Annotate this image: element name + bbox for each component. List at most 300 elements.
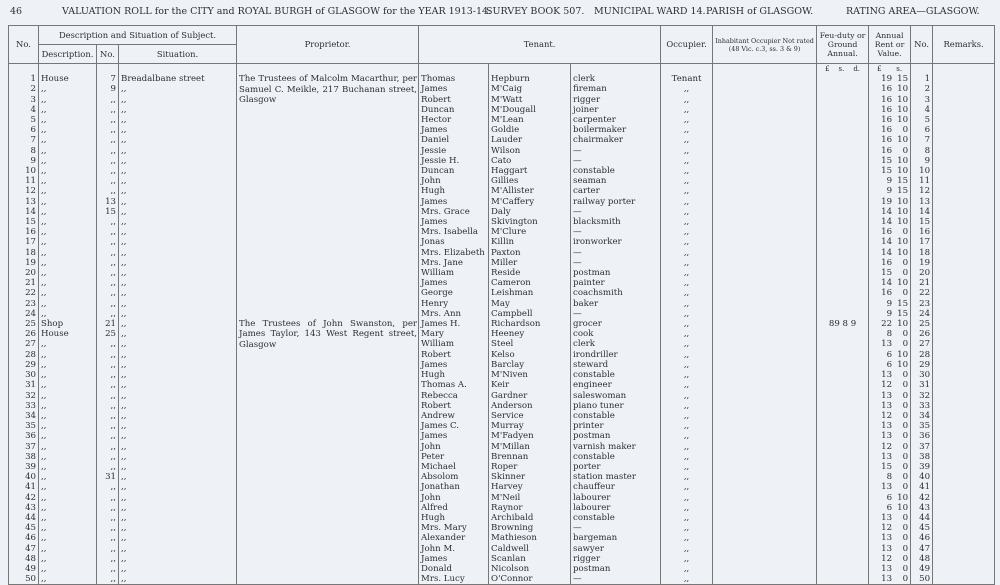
row-inhabitant bbox=[713, 105, 817, 115]
rent-pounds: 16 bbox=[881, 227, 893, 238]
row-street-no: 9 bbox=[97, 84, 119, 94]
row-description: ,, bbox=[39, 207, 97, 217]
row-tenant-surname: M'Niven bbox=[489, 370, 571, 380]
row-tenant-surname: Paxton bbox=[489, 248, 571, 258]
row-proprietor bbox=[237, 554, 419, 564]
row-no-right: 4 bbox=[911, 105, 933, 115]
row-tenant-first: Mary bbox=[419, 329, 489, 339]
table-row bbox=[9, 493, 995, 503]
row-tenant-surname: M'Dougall bbox=[489, 105, 571, 115]
row-street-no: ,, bbox=[97, 125, 119, 135]
row-situation: ,, bbox=[119, 452, 237, 462]
row-occupier: ,, bbox=[661, 166, 713, 176]
row-rent bbox=[869, 391, 911, 401]
row-occupier: ,, bbox=[661, 380, 713, 390]
row-proprietor bbox=[237, 472, 419, 482]
row-description: ,, bbox=[39, 391, 97, 401]
row-remarks bbox=[933, 105, 995, 115]
row-situation: ,, bbox=[119, 197, 237, 207]
row-no: 3 bbox=[9, 95, 39, 105]
row-occupier: ,, bbox=[661, 115, 713, 125]
page-number: 46 bbox=[10, 6, 23, 17]
row-tenant-occupation: saleswoman bbox=[571, 391, 661, 401]
rent-shillings: 0 bbox=[902, 574, 909, 585]
row-occupier: ,, bbox=[661, 503, 713, 513]
row-tenant-first: Henry bbox=[419, 299, 489, 309]
row-situation: ,, bbox=[119, 248, 237, 258]
row-situation: ,, bbox=[119, 574, 237, 585]
rent-shillings: 15 bbox=[897, 74, 909, 85]
row-tenant-surname: Harvey bbox=[489, 482, 571, 492]
row-remarks bbox=[933, 146, 995, 156]
row-tenant-surname: M'Caig bbox=[489, 84, 571, 94]
col-feu-duty: Feu-duty or Ground Annual. bbox=[817, 26, 869, 64]
row-situation: ,, bbox=[119, 360, 237, 370]
row-situation: ,, bbox=[119, 564, 237, 574]
row-tenant-surname: Mathieson bbox=[489, 533, 571, 543]
row-tenant-first: William bbox=[419, 268, 489, 278]
rent-shillings: 0 bbox=[902, 472, 909, 483]
row-proprietor bbox=[237, 288, 419, 298]
row-description: ,, bbox=[39, 401, 97, 411]
row-feu-duty bbox=[817, 197, 869, 207]
row-tenant-surname: May bbox=[489, 299, 571, 309]
row-no-right: 3 bbox=[911, 95, 933, 105]
row-feu-duty bbox=[817, 380, 869, 390]
rent-shillings: 0 bbox=[902, 145, 909, 156]
row-feu-duty bbox=[817, 74, 869, 84]
row-no-right: 22 bbox=[911, 288, 933, 298]
row-tenant-occupation: constable bbox=[571, 411, 661, 421]
row-description: ,, bbox=[39, 237, 97, 247]
row-inhabitant bbox=[713, 288, 817, 298]
row-street-no: 25 bbox=[97, 329, 119, 339]
row-occupier: ,, bbox=[661, 370, 713, 380]
row-proprietor bbox=[237, 421, 419, 431]
row-description: ,, bbox=[39, 472, 97, 482]
row-tenant-surname: Skivington bbox=[489, 217, 571, 227]
row-description: ,, bbox=[39, 350, 97, 360]
row-rent bbox=[869, 544, 911, 554]
row-tenant-surname: Caldwell bbox=[489, 544, 571, 554]
row-no-right: 23 bbox=[911, 299, 933, 309]
table-row bbox=[9, 442, 995, 452]
row-tenant-occupation: constable bbox=[571, 166, 661, 176]
row-no: 40 bbox=[9, 472, 39, 482]
row-rent bbox=[869, 329, 911, 339]
row-street-no: ,, bbox=[97, 258, 119, 268]
row-tenant-surname: Anderson bbox=[489, 401, 571, 411]
row-remarks bbox=[933, 421, 995, 431]
row-situation: ,, bbox=[119, 288, 237, 298]
row-tenant-occupation: varnish maker bbox=[571, 442, 661, 452]
row-occupier: ,, bbox=[661, 472, 713, 482]
row-feu-duty bbox=[817, 146, 869, 156]
row-feu-duty bbox=[817, 237, 869, 247]
row-street-no: ,, bbox=[97, 248, 119, 258]
row-street-no: ,, bbox=[97, 411, 119, 421]
rent-pounds: 13 bbox=[881, 563, 893, 574]
rent-pounds: 19 bbox=[881, 196, 893, 207]
row-occupier: ,, bbox=[661, 442, 713, 452]
rent-pounds: 13 bbox=[881, 421, 893, 432]
rent-shillings: 10 bbox=[897, 278, 909, 289]
row-tenant-occupation: chairmaker bbox=[571, 135, 661, 145]
row-tenant-surname: Skinner bbox=[489, 472, 571, 482]
table-row bbox=[9, 248, 995, 258]
row-situation: ,, bbox=[119, 309, 237, 319]
row-tenant-surname: M'Caffery bbox=[489, 197, 571, 207]
rent-pounds: 13 bbox=[881, 543, 893, 554]
row-remarks bbox=[933, 462, 995, 472]
row-description: ,, bbox=[39, 513, 97, 523]
rent-shillings: 10 bbox=[897, 492, 909, 503]
row-no-right: 16 bbox=[911, 227, 933, 237]
rent-pounds: 13 bbox=[881, 533, 893, 544]
col-situation: Situation. bbox=[119, 45, 237, 64]
row-feu-duty bbox=[817, 135, 869, 145]
table-row bbox=[9, 95, 995, 105]
row-tenant-surname: Reside bbox=[489, 268, 571, 278]
row-street-no: ,, bbox=[97, 482, 119, 492]
row-no: 20 bbox=[9, 268, 39, 278]
col-proprietor: Proprietor. bbox=[237, 26, 419, 64]
row-inhabitant bbox=[713, 421, 817, 431]
row-situation: ,, bbox=[119, 493, 237, 503]
row-remarks bbox=[933, 350, 995, 360]
row-no-right: 37 bbox=[911, 442, 933, 452]
table-row bbox=[9, 452, 995, 462]
row-remarks bbox=[933, 574, 995, 585]
row-remarks bbox=[933, 84, 995, 94]
row-no-right: 30 bbox=[911, 370, 933, 380]
rent-shillings: 15 bbox=[897, 176, 909, 187]
table-row bbox=[9, 411, 995, 421]
row-remarks bbox=[933, 370, 995, 380]
row-tenant-surname: M'Clure bbox=[489, 227, 571, 237]
row-tenant-first: James bbox=[419, 217, 489, 227]
row-description: ,, bbox=[39, 95, 97, 105]
row-proprietor bbox=[237, 431, 419, 441]
rent-shillings: 0 bbox=[902, 339, 909, 350]
rent-shillings: 0 bbox=[902, 410, 909, 421]
row-inhabitant bbox=[713, 462, 817, 472]
row-description: ,, bbox=[39, 370, 97, 380]
row-rent bbox=[869, 574, 911, 585]
row-street-no: ,, bbox=[97, 380, 119, 390]
row-no-right: 48 bbox=[911, 554, 933, 564]
row-proprietor bbox=[237, 156, 419, 166]
row-occupier: ,, bbox=[661, 533, 713, 543]
row-situation: ,, bbox=[119, 319, 237, 329]
row-no: 9 bbox=[9, 156, 39, 166]
row-description: ,, bbox=[39, 288, 97, 298]
row-remarks bbox=[933, 339, 995, 349]
row-rent bbox=[869, 135, 911, 145]
row-inhabitant bbox=[713, 278, 817, 288]
row-proprietor bbox=[237, 207, 419, 217]
row-inhabitant bbox=[713, 339, 817, 349]
row-proprietor bbox=[237, 227, 419, 237]
row-street-no: ,, bbox=[97, 564, 119, 574]
rent-pounds: 13 bbox=[881, 339, 893, 350]
row-tenant-surname: Brennan bbox=[489, 452, 571, 462]
row-remarks bbox=[933, 74, 995, 84]
row-feu-duty bbox=[817, 309, 869, 319]
rent-pounds: 13 bbox=[881, 512, 893, 523]
rent-pounds: 12 bbox=[881, 441, 893, 452]
row-tenant-first: Donald bbox=[419, 564, 489, 574]
col-remarks: Remarks. bbox=[933, 26, 995, 64]
row-feu-duty bbox=[817, 401, 869, 411]
row-occupier: ,, bbox=[661, 329, 713, 339]
row-remarks bbox=[933, 319, 995, 329]
row-no-right: 34 bbox=[911, 411, 933, 421]
row-tenant-surname: Scanlan bbox=[489, 554, 571, 564]
row-situation: ,, bbox=[119, 401, 237, 411]
row-description: ,, bbox=[39, 146, 97, 156]
row-remarks bbox=[933, 452, 995, 462]
row-no-right: 5 bbox=[911, 115, 933, 125]
row-tenant-first: Jessie H. bbox=[419, 156, 489, 166]
row-occupier: ,, bbox=[661, 135, 713, 145]
row-situation: ,, bbox=[119, 544, 237, 554]
row-proprietor bbox=[237, 462, 419, 472]
table-row bbox=[9, 135, 995, 145]
rent-shillings: 10 bbox=[897, 502, 909, 513]
row-no: 8 bbox=[9, 146, 39, 156]
row-tenant-occupation: baker bbox=[571, 299, 661, 309]
row-situation: ,, bbox=[119, 186, 237, 196]
rent-pounds: 13 bbox=[881, 431, 893, 442]
row-tenant-surname: Roper bbox=[489, 462, 571, 472]
row-feu-duty bbox=[817, 554, 869, 564]
row-street-no: ,, bbox=[97, 309, 119, 319]
row-proprietor bbox=[237, 544, 419, 554]
row-tenant-surname: M'Lean bbox=[489, 115, 571, 125]
row-inhabitant bbox=[713, 452, 817, 462]
row-description: ,, bbox=[39, 564, 97, 574]
row-description: ,, bbox=[39, 339, 97, 349]
row-rent bbox=[869, 288, 911, 298]
row-inhabitant bbox=[713, 135, 817, 145]
row-remarks bbox=[933, 503, 995, 513]
row-proprietor bbox=[237, 115, 419, 125]
row-remarks bbox=[933, 176, 995, 186]
row-occupier: ,, bbox=[661, 84, 713, 94]
row-inhabitant bbox=[713, 207, 817, 217]
rent-pounds: 8 bbox=[886, 472, 893, 483]
row-description: ,, bbox=[39, 442, 97, 452]
row-proprietor bbox=[237, 217, 419, 227]
row-tenant-surname: Gillies bbox=[489, 176, 571, 186]
rent-shillings: 10 bbox=[897, 115, 909, 126]
row-remarks bbox=[933, 186, 995, 196]
row-rent bbox=[869, 115, 911, 125]
row-tenant-first: James bbox=[419, 197, 489, 207]
row-street-no: ,, bbox=[97, 462, 119, 472]
row-proprietor bbox=[237, 360, 419, 370]
rent-shillings: 10 bbox=[897, 247, 909, 258]
row-tenant-first: Mrs. Isabella bbox=[419, 227, 489, 237]
row-rent bbox=[869, 411, 911, 421]
row-tenant-first: Mrs. Elizabeth bbox=[419, 248, 489, 258]
table-row bbox=[9, 329, 995, 339]
row-occupier: ,, bbox=[661, 95, 713, 105]
row-remarks bbox=[933, 544, 995, 554]
row-description: ,, bbox=[39, 197, 97, 207]
row-description: ,, bbox=[39, 84, 97, 94]
row-rent bbox=[869, 258, 911, 268]
row-proprietor bbox=[237, 299, 419, 309]
table-row bbox=[9, 350, 995, 360]
row-tenant-occupation: piano tuner bbox=[571, 401, 661, 411]
row-inhabitant bbox=[713, 95, 817, 105]
row-no: 28 bbox=[9, 350, 39, 360]
row-situation: ,, bbox=[119, 237, 237, 247]
row-tenant-first: Daniel bbox=[419, 135, 489, 145]
row-situation: Breadalbane street bbox=[119, 74, 237, 84]
row-occupier: ,, bbox=[661, 268, 713, 278]
row-feu-duty bbox=[817, 411, 869, 421]
row-tenant-surname: M'Millan bbox=[489, 442, 571, 452]
table-row bbox=[9, 339, 995, 349]
row-street-no: ,, bbox=[97, 493, 119, 503]
row-street-no: ,, bbox=[97, 135, 119, 145]
row-inhabitant bbox=[713, 472, 817, 482]
table-row bbox=[9, 482, 995, 492]
row-no-right: 8 bbox=[911, 146, 933, 156]
row-no-right: 19 bbox=[911, 258, 933, 268]
row-remarks bbox=[933, 431, 995, 441]
row-tenant-first: Peter bbox=[419, 452, 489, 462]
row-no-right: 49 bbox=[911, 564, 933, 574]
row-situation: ,, bbox=[119, 350, 237, 360]
row-situation: ,, bbox=[119, 299, 237, 309]
row-no-right: 15 bbox=[911, 217, 933, 227]
rent-shillings: 0 bbox=[902, 441, 909, 452]
row-tenant-occupation: joiner bbox=[571, 105, 661, 115]
row-inhabitant bbox=[713, 554, 817, 564]
row-street-no: ,, bbox=[97, 442, 119, 452]
row-inhabitant bbox=[713, 574, 817, 585]
row-tenant-occupation: carpenter bbox=[571, 115, 661, 125]
row-occupier: ,, bbox=[661, 156, 713, 166]
row-description: ,, bbox=[39, 176, 97, 186]
row-description: ,, bbox=[39, 421, 97, 431]
rent-pounds: 6 bbox=[886, 502, 893, 513]
row-tenant-occupation: — bbox=[571, 248, 661, 258]
row-description: ,, bbox=[39, 452, 97, 462]
row-situation: ,, bbox=[119, 391, 237, 401]
row-street-no: ,, bbox=[97, 115, 119, 125]
row-no-right: 35 bbox=[911, 421, 933, 431]
row-proprietor bbox=[237, 503, 419, 513]
row-situation: ,, bbox=[119, 431, 237, 441]
row-inhabitant bbox=[713, 248, 817, 258]
row-feu-duty bbox=[817, 329, 869, 339]
row-remarks bbox=[933, 564, 995, 574]
rent-shillings: 10 bbox=[897, 217, 909, 228]
row-tenant-surname: Killin bbox=[489, 237, 571, 247]
row-tenant-occupation: — bbox=[571, 156, 661, 166]
municipal-ward: MUNICIPAL WARD 14. bbox=[594, 6, 706, 17]
row-tenant-occupation: sawyer bbox=[571, 544, 661, 554]
row-tenant-occupation: constable bbox=[571, 452, 661, 462]
rent-pounds: 15 bbox=[881, 155, 893, 166]
rent-pounds: 13 bbox=[881, 574, 893, 585]
row-rent bbox=[869, 360, 911, 370]
row-feu-duty bbox=[817, 95, 869, 105]
row-remarks bbox=[933, 380, 995, 390]
row-remarks bbox=[933, 237, 995, 247]
row-no: 43 bbox=[9, 503, 39, 513]
row-rent bbox=[869, 452, 911, 462]
row-description: ,, bbox=[39, 360, 97, 370]
row-feu-duty bbox=[817, 125, 869, 135]
row-description: ,, bbox=[39, 523, 97, 533]
row-street-no: ,, bbox=[97, 452, 119, 462]
row-no: 2 bbox=[9, 84, 39, 94]
row-rent bbox=[869, 299, 911, 309]
row-remarks bbox=[933, 227, 995, 237]
row-remarks bbox=[933, 95, 995, 105]
row-situation: ,, bbox=[119, 278, 237, 288]
row-proprietor bbox=[237, 401, 419, 411]
row-rent bbox=[869, 370, 911, 380]
row-situation: ,, bbox=[119, 227, 237, 237]
rent-pounds: 9 bbox=[886, 308, 893, 319]
row-description: Shop bbox=[39, 319, 97, 329]
row-occupier: Tenant bbox=[661, 74, 713, 84]
rent-lsd: £ s. bbox=[877, 65, 903, 73]
row-rent bbox=[869, 74, 911, 84]
row-no: 37 bbox=[9, 442, 39, 452]
row-situation: ,, bbox=[119, 339, 237, 349]
table-row bbox=[9, 115, 995, 125]
row-description: ,, bbox=[39, 299, 97, 309]
row-tenant-occupation: rigger bbox=[571, 95, 661, 105]
row-tenant-surname: Barclay bbox=[489, 360, 571, 370]
row-tenant-first: James bbox=[419, 84, 489, 94]
row-proprietor bbox=[237, 146, 419, 156]
row-remarks bbox=[933, 207, 995, 217]
row-no: 10 bbox=[9, 166, 39, 176]
row-no: 44 bbox=[9, 513, 39, 523]
rent-pounds: 16 bbox=[881, 115, 893, 126]
row-tenant-first: Absolom bbox=[419, 472, 489, 482]
row-rent bbox=[869, 268, 911, 278]
row-occupier: ,, bbox=[661, 278, 713, 288]
rent-shillings: 0 bbox=[902, 431, 909, 442]
row-no-right: 36 bbox=[911, 431, 933, 441]
row-situation: ,, bbox=[119, 176, 237, 186]
row-tenant-first: Michael bbox=[419, 462, 489, 472]
row-no: 33 bbox=[9, 401, 39, 411]
row-description: ,, bbox=[39, 503, 97, 513]
row-tenant-surname: Archibald bbox=[489, 513, 571, 523]
row-tenant-occupation: clerk bbox=[571, 74, 661, 84]
row-situation: ,, bbox=[119, 166, 237, 176]
row-rent bbox=[869, 84, 911, 94]
row-remarks bbox=[933, 217, 995, 227]
row-tenant-first: Thomas A. bbox=[419, 380, 489, 390]
row-situation: ,, bbox=[119, 146, 237, 156]
row-tenant-occupation: printer bbox=[571, 421, 661, 431]
row-tenant-first: Hugh bbox=[419, 370, 489, 380]
row-tenant-occupation: ironworker bbox=[571, 237, 661, 247]
row-tenant-occupation: fireman bbox=[571, 84, 661, 94]
